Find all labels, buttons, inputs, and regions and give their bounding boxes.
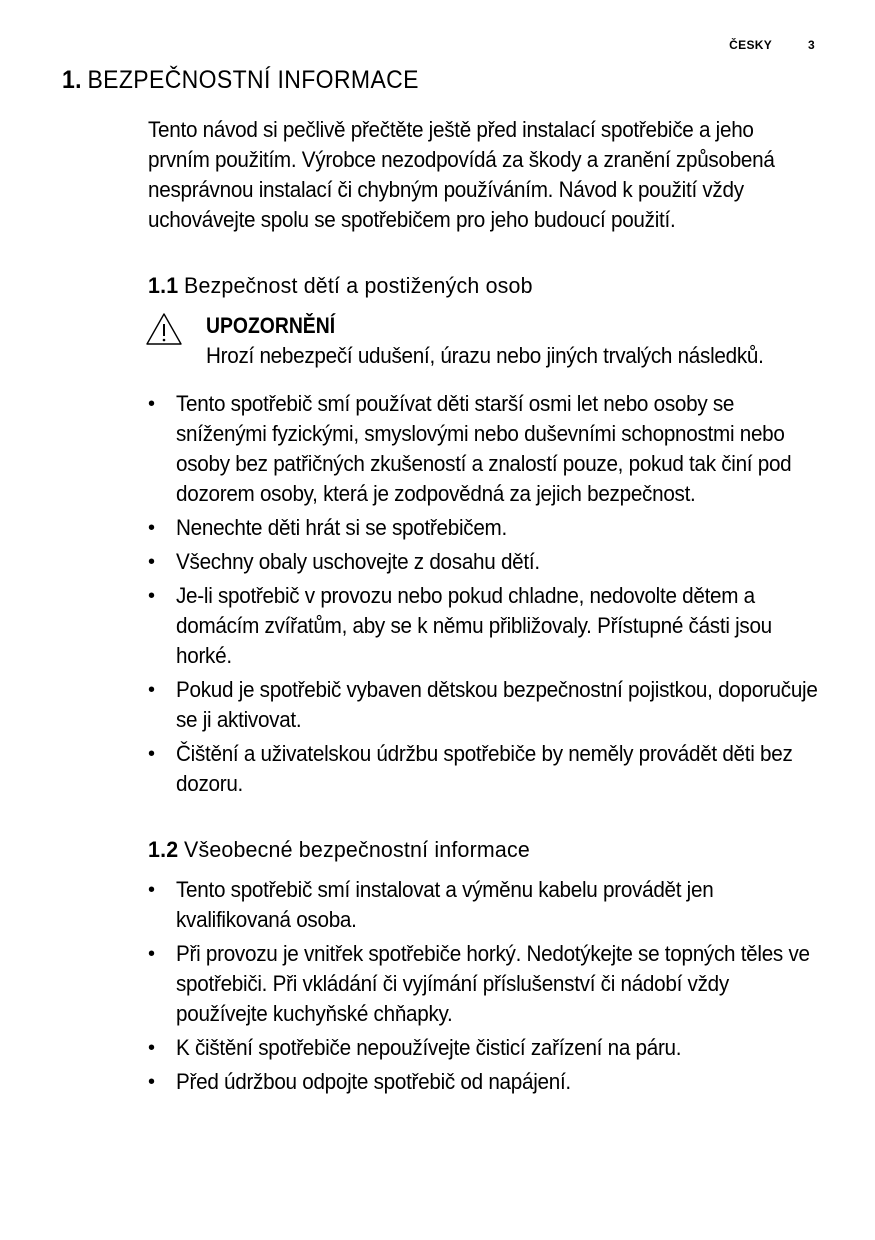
list-item: • Všechny obaly uschovejte z dosahu dětí. (148, 547, 816, 577)
warning-title: UPOZORNĚNÍ (206, 313, 336, 338)
intro-paragraph: Tento návod si pečlivě přečtěte ještě před instalací spotřebiče a jeho prvním použitím. Výrobce nezodpovídá za škody a zranění způsobená nesprávnou instalací či chybným používáním. Návod k použití vždy uchovávejte spolu se spotřebičem pro jeho budoucí použití. (148, 117, 775, 232)
content-column (148, 115, 816, 1101)
list-item: • Čištění a uživatelskou údržbu spotřebiče by neměly provádět děti bez dozoru. (148, 741, 793, 796)
list-item: • Tento spotřebič smí používat děti starší osmi let nebo osoby se sníženými fyzickými, smyslovými nebo duševními schopnostmi nebo osoby bez patřičných zkušeností a znalostí pouze, pokud tak činí pod dozorem osoby, která je zodpovědná za jejich bezpečnost. (148, 391, 792, 506)
subsection-title: Bezpečnost dětí a postižených osob (183, 273, 533, 298)
list-item: • Je-li spotřebič v provozu nebo pokud chladne, nedovolte dětem a domácím zvířatům, aby se k němu přibližovaly. Přístupné části jsou horké. (148, 583, 772, 668)
header-language: ČESKY (729, 38, 773, 52)
subsection-number: 1.2 (148, 837, 179, 862)
bullet-symbol: • (148, 585, 155, 607)
bullet-symbol: • (148, 879, 155, 901)
bullet-list-1-2 (148, 875, 816, 1097)
section-number: 1. (62, 66, 82, 94)
page-number: 3 (808, 38, 815, 52)
bullet-symbol: • (148, 517, 155, 539)
list-item: • Pokud je spotřebič vybaven dětskou bezpečnostní pojistkou, doporučuje se ji aktivovat. (148, 677, 818, 732)
section-title-text: BEZPEČNOSTNÍ INFORMACE (87, 66, 419, 94)
section-title (62, 66, 419, 95)
subsection-heading-1-2 (148, 837, 783, 863)
bullet-symbol: • (148, 679, 155, 701)
bullet-symbol: • (148, 943, 155, 965)
list-item: • Tento spotřebič smí instalovat a výměnu kabelu provádět jen kvalifikovaná osoba. (148, 877, 714, 932)
list-item: • K čištění spotřebiče nepoužívejte čisticí zařízení na páru. (148, 1033, 816, 1063)
bullet-symbol: • (148, 551, 155, 573)
list-item: • Při provozu je vnitřek spotřebiče horký. Nedotýkejte se topných těles ve spotřebiči. Při vkládání či vyjímání příslušenství či nádobí vždy používejte kuchyňské chňapky. (148, 941, 810, 1026)
subsection-title: Všeobecné bezpečnostní informace (183, 837, 530, 862)
bullet-symbol: • (148, 743, 155, 765)
bullet-symbol: • (148, 1037, 155, 1059)
list-item: • Nenechte děti hrát si se spotřebičem. (148, 513, 816, 543)
subsection-number: 1.1 (148, 273, 179, 298)
subsection-heading-1-1 (148, 273, 783, 299)
bullet-list-1-1 (148, 389, 816, 799)
list-item: • Před údržbou odpojte spotřebič od napájení. (148, 1067, 816, 1097)
warning-text: Hrozí nebezpečí udušení, úrazu nebo jiných trvalých následků. (206, 343, 764, 368)
bullet-symbol: • (148, 393, 155, 415)
bullet-symbol: • (148, 1071, 155, 1093)
warning-box (148, 311, 816, 371)
running-header (729, 38, 815, 52)
warning-triangle-icon (144, 311, 184, 347)
